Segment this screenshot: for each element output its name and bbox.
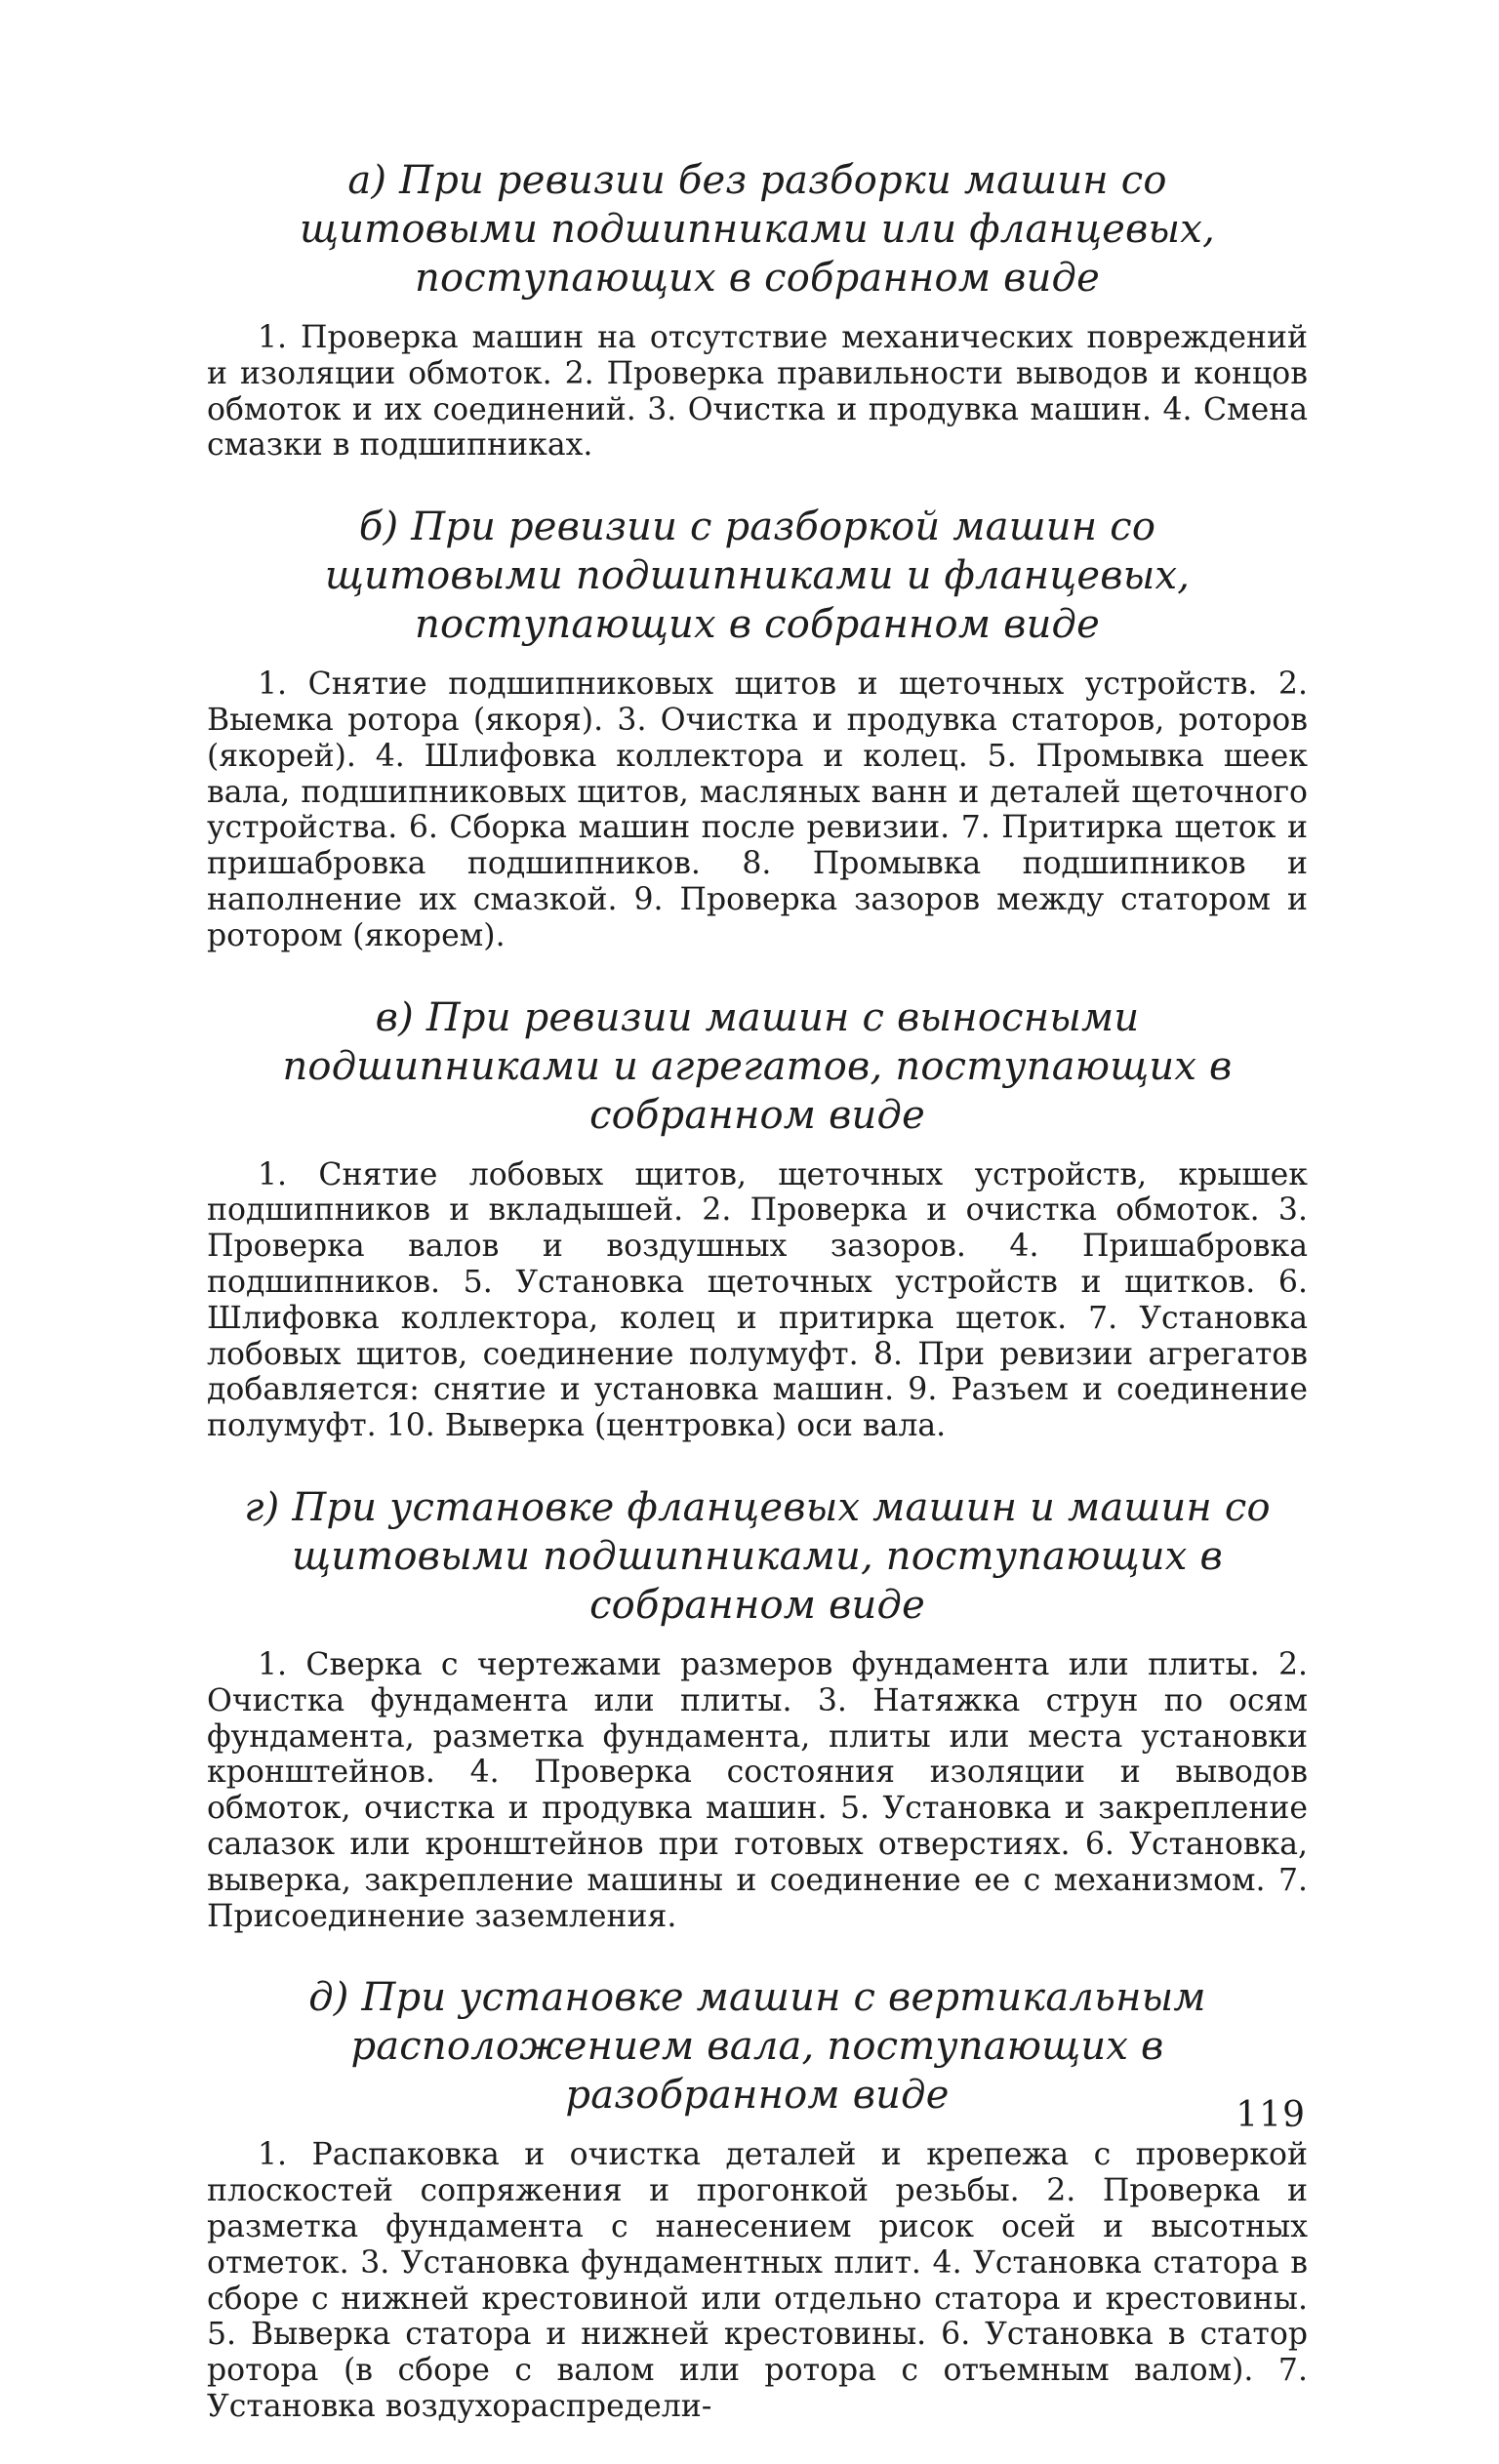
text-column bbox=[207, 156, 1308, 2464]
section-a-body: 1. Проверка машин на отсутствие механических повреждений и изоляции обмоток. 2. Проверка правильности выводов и концов обмоток и их соединений. 3. Очистка и продувка машин. 4. Смена смазки в подшипниках. bbox=[207, 320, 1308, 464]
section-a-heading: а) При ревизии без разборки машин со щитовыми подшипниками или фланцевых, поступающих в собранном виде bbox=[299, 158, 1215, 301]
page-number: 119 bbox=[1236, 2095, 1306, 2135]
section-v-heading: в) При ревизии машин с выносными подшипниками и агрегатов, поступающих в собранном виде bbox=[282, 994, 1233, 1138]
section-d-heading: д) При установке машин с вертикальным расположением вала, поступающих в разобранном виде bbox=[308, 1975, 1206, 2119]
section-v-body: 1. Снятие лобовых щитов, щеточных устройств, крышек подшипников и вкладышей. 2. Проверка и очистка обмоток. 3. Проверка валов и воздушных зазоров. 4. Пришабровка подшипников. 5. Установка щеточных устройств и щитков. 6. Шлифовка коллектора, колец и притирка щеток. 7. Установка лобовых щитов, соединение полумуфт. 8. При ревизии агрегатов добавляется: снятие и установка машин. 9. Разъем и соединение полумуфт. 10. Выверка (центровка) оси вала. bbox=[207, 1156, 1308, 1444]
section-d-body: 1. Распаковка и очистка деталей и крепежа с проверкой плоскостей сопряжения и прогонкой резьбы. 2. Проверка и разметка фундамента с нанесением рисок осей и высотных отметок. 3. Установка фундаментных плит. 4. Установка статора в сборе с нижней крестовиной или отдельно статора и крестовины. 5. Выверка статора и нижней крестовины. 6. Установка в статор ротора (в сборе с валом или ротора с отъемным валом). 7. Установка воздухораспредели- bbox=[207, 2137, 1308, 2424]
section-b-heading: б) При ревизии с разборкой машин со щитовыми подшипниками и фланцевых, поступающих в собранном виде bbox=[324, 505, 1191, 648]
section-g-body: 1. Сверка с чертежами размеров фундамента или плиты. 2. Очистка фундамента или плиты. 3. Натяжка струн по осям фундамента, разметка фундамента, плиты или места установки кронштейнов. 4. Проверка состояния изоляции и выводов обмоток, очистка и продувка машин. 5. Установка и закрепление салазок или кронштейнов при готовых отверстиях. 6. Установка, выверка, закрепление машины и соединение ее с механизмом. 7. Присоединение заземления. bbox=[207, 1646, 1308, 1934]
section-g-heading: г) При установке фланцевых машин и машин со щитовыми подшипниками, поступающих в собранном виде bbox=[244, 1484, 1271, 1628]
section-b-body: 1. Снятие подшипниковых щитов и щеточных устройств. 2. Выемка ротора (якоря). 3. Очистка и продувка статоров, роторов (якорей). 4. Шлифовка коллектора и колец. 5. Промывка шеек вала, подшипниковых щитов, масляных ванн и деталей щеточного устройства. 6. Сборка машин после ревизии. 7. Притирка щеток и пришабровка подшипников. 8. Промывка подшипников и наполнение их смазкой. 9. Проверка зазоров между статором и ротором (якорем). bbox=[207, 666, 1308, 953]
